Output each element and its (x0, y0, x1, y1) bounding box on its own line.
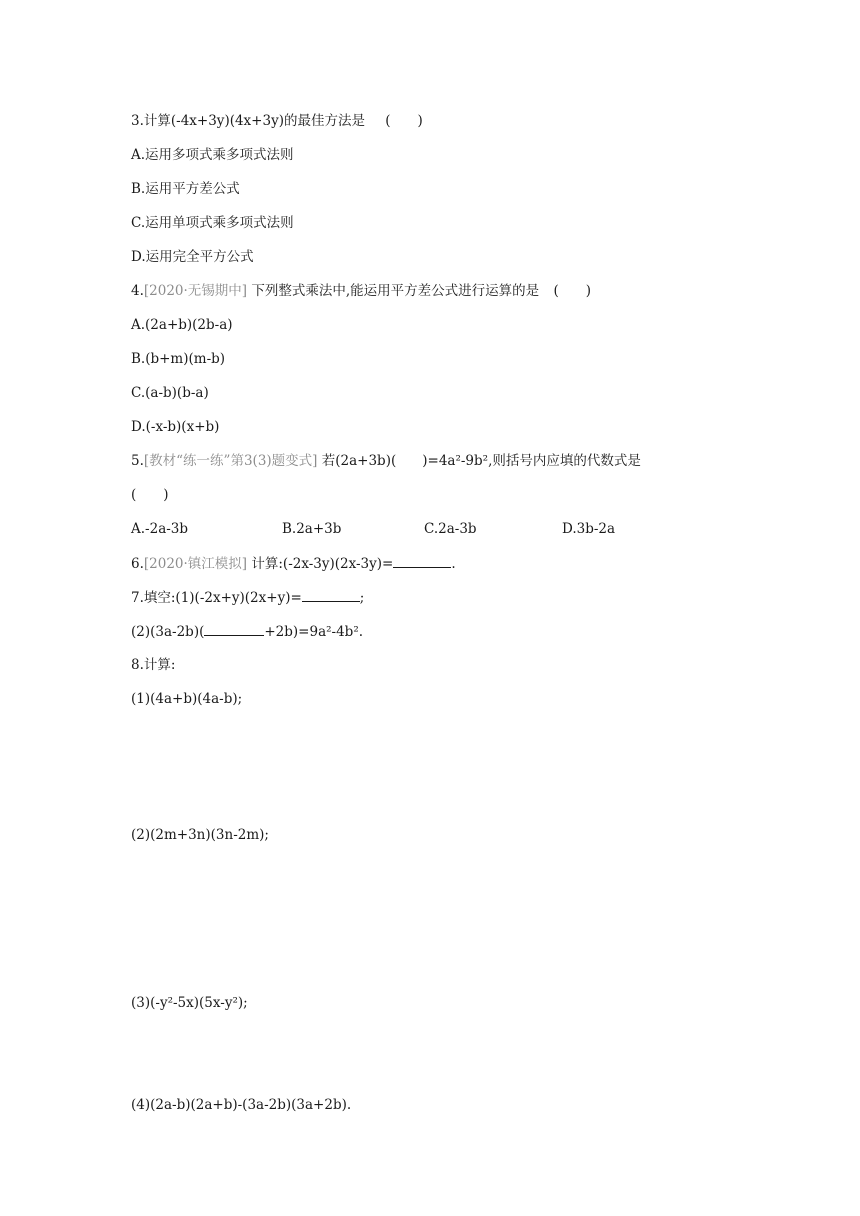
q4-option-d: D.(-x-b)(x+b) (131, 419, 220, 435)
question-number: 4. (131, 283, 144, 299)
question-3-stem (131, 112, 423, 130)
q3-option-c: C.运用单项式乘多项式法则 (131, 215, 294, 231)
question-4-text: 下列整式乘法中,能运用平方差公式进行运算的是 (251, 283, 540, 299)
question-7-line-1 (131, 588, 364, 607)
question-source: [2020·镇江模拟] (143, 556, 248, 572)
question-7-part-2-before: (2)(3a-2b)( (131, 624, 205, 640)
q5-option-a: A.-2a-3b (131, 521, 189, 537)
question-7-text: 7.填空:(1)(-2x+y)(2x+y)= (131, 590, 302, 606)
q8-item-4: (4)(2a-b)(2a+b)-(3a-2b)(3a+2b). (131, 1097, 352, 1113)
answer-parentheses: ( ) (131, 487, 169, 503)
q8-item-1: (1)(4a+b)(4a-b); (131, 691, 243, 707)
question-5-text-after: )=4a²-9b²,则括号内应填的代数式是 (422, 453, 641, 469)
answer-blank[interactable] (302, 588, 360, 602)
question-3-text: 3.计算(-4x+3y)(4x+3y)的最佳方法是 (131, 113, 365, 129)
q4-option-a: A.(2a+b)(2b-a) (131, 317, 233, 333)
q5-option-c: C.2a-3b (424, 521, 477, 537)
question-source: [教材“练一练”第3(3)题变式] (143, 453, 318, 469)
q8-item-2: (2)(2m+3n)(3n-2m); (131, 827, 269, 843)
q8-item-3: (3)(-y²-5x)(5x-y²); (131, 995, 248, 1011)
q4-option-c: C.(a-b)(b-a) (131, 385, 209, 401)
answer-parentheses: ( ) (553, 283, 592, 299)
question-5-stem (131, 452, 641, 470)
question-8-title: 8.计算: (131, 657, 176, 673)
question-number: 6. (131, 556, 144, 572)
question-6-stem (131, 554, 456, 573)
question-number: 5. (131, 453, 144, 469)
q3-option-d: D.运用完全平方公式 (131, 249, 254, 265)
answer-parentheses: ( ) (385, 113, 423, 129)
question-source: [2020·无锡期中] (143, 283, 248, 299)
q4-option-b: B.(b+m)(m-b) (131, 351, 226, 367)
q5-option-d: D.3b-2a (562, 521, 616, 537)
question-5-text-before: 若(2a+3b)( (321, 453, 397, 469)
period: . (451, 556, 456, 572)
q5-option-b: B.2a+3b (282, 521, 342, 537)
question-7-part-2-after: +2b)=9a²-4b². (264, 624, 364, 640)
q3-option-a: A.运用多项式乘多项式法则 (131, 147, 294, 163)
question-7-line-2 (131, 622, 363, 641)
question-4-stem (131, 282, 591, 300)
q3-option-b: B.运用平方差公式 (131, 181, 240, 197)
answer-blank[interactable] (393, 554, 451, 568)
semicolon: ; (359, 590, 365, 606)
question-6-text: 计算:(-2x-3y)(2x-3y)= (251, 556, 394, 572)
answer-blank[interactable] (204, 622, 264, 636)
